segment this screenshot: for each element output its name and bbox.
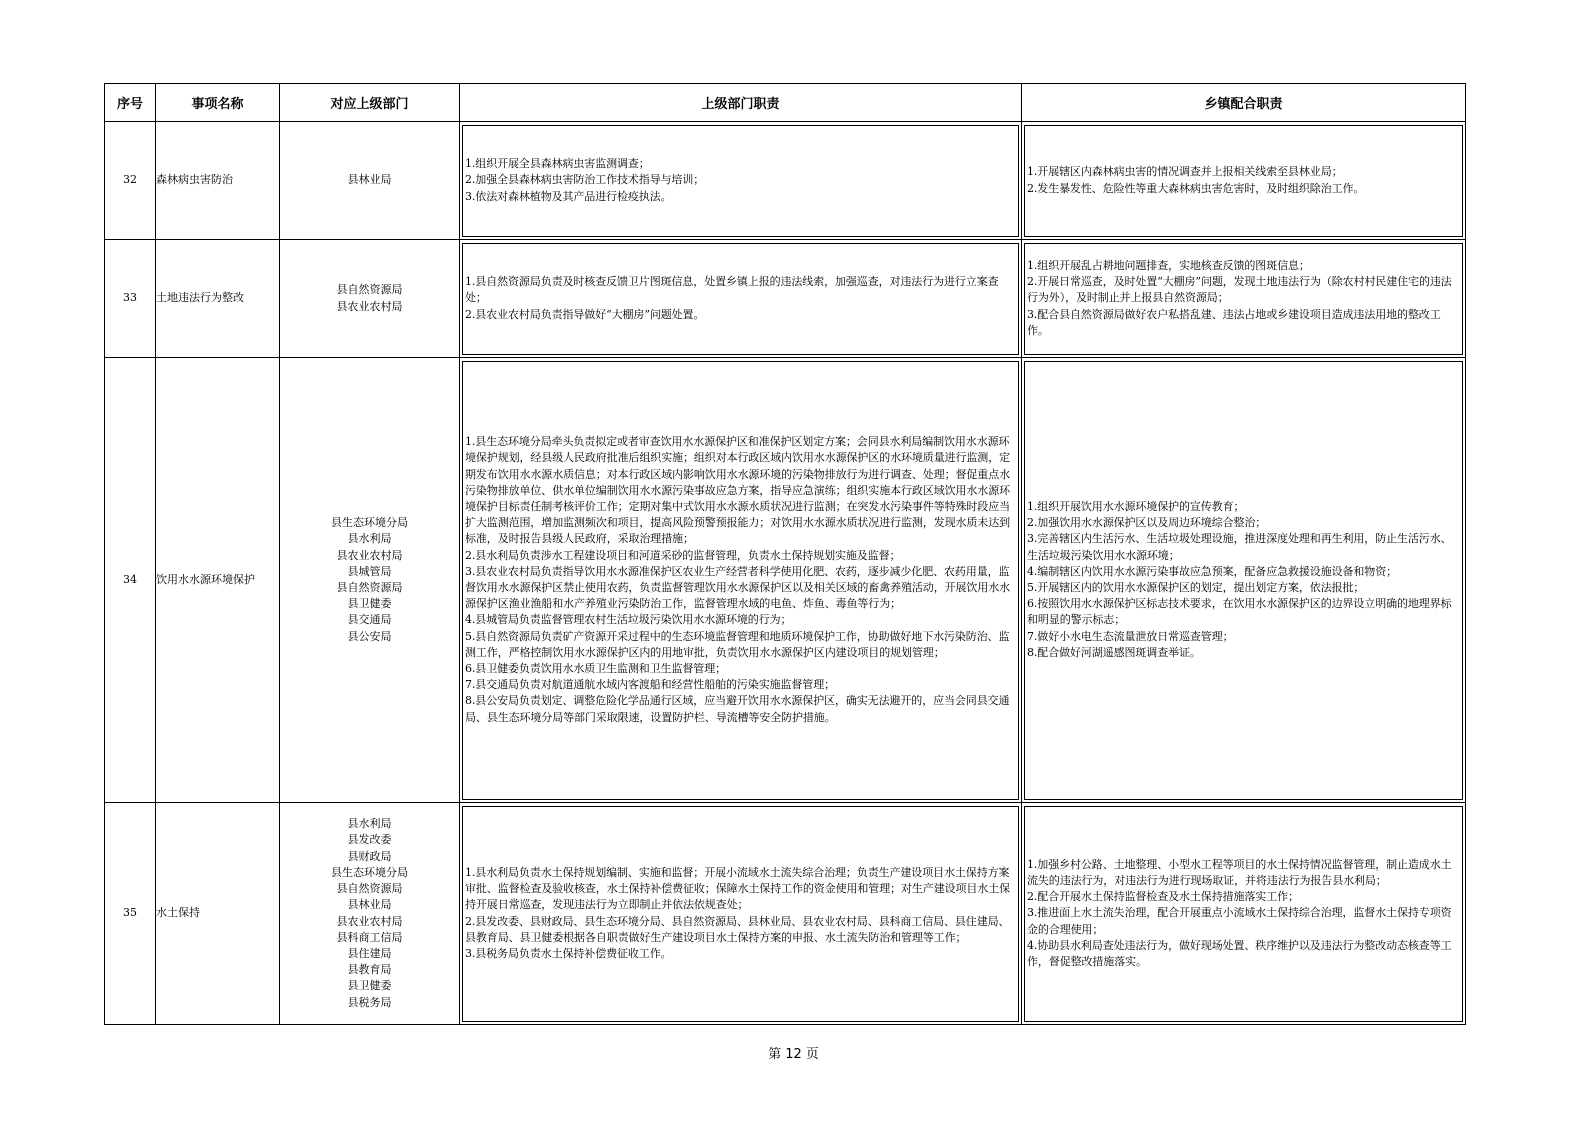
department-name: 县科商工信局 <box>336 930 403 944</box>
superior-duty-item: 5.县自然资源局负责矿产资源开采过程中的生态环境监督管理和地质环境保护工作，协助做好地下水污染防治、监测工作，严格控制饮用水水源保护区内的用地审批，负责饮用水水源保护区内建设项目的规划管理； <box>465 629 1010 659</box>
row-number: 35 <box>105 803 156 1025</box>
department-name: 县卫健委 <box>347 979 392 993</box>
department-list <box>280 240 460 358</box>
town-duty-item: 1.组织开展饮用水水源环境保护的宣传教育； <box>1027 499 1245 513</box>
town-duty-item: 2.开展日常巡查，及时处置“大棚房”问题，发现土地违法行为（除农村村民建住宅的违法行为外），及时制止并上报县自然资源局； <box>1027 275 1452 305</box>
superior-duties-cell <box>460 358 1022 803</box>
town-duties-cell <box>1022 358 1466 803</box>
department-name: 县财政局 <box>347 849 392 863</box>
department-name: 县生态环境分局 <box>331 516 408 530</box>
superior-duties-box <box>462 361 1019 800</box>
table-body <box>105 122 1466 1025</box>
superior-duty-item: 6.县卫健委负责饮用水水质卫生监测和卫生监督管理； <box>465 662 726 676</box>
department-list <box>280 803 460 1025</box>
header-item-name: 事项名称 <box>156 84 280 122</box>
row-number: 33 <box>105 240 156 358</box>
department-name: 县交通局 <box>347 613 392 627</box>
item-name: 土地违法行为整改 <box>156 240 280 358</box>
town-duties-box <box>1024 243 1463 355</box>
superior-duty-item: 8.县公安局负责划定、调整危险化学品通行区域，应当避开饮用水水源保护区，确实无法避开的，应当会同县交通局、县生态环境分局等部门采取限速，设置防护栏、导流槽等安全防护措施。 <box>465 694 1010 724</box>
department-name: 县卫健委 <box>347 597 392 611</box>
town-duties-box <box>1024 125 1463 237</box>
town-duty-item: 7.做好小水电生态流量泄放日常巡查管理； <box>1027 629 1234 643</box>
header-no: 序号 <box>105 84 156 122</box>
town-duties-box <box>1024 806 1463 1022</box>
department-name: 县自然资源局 <box>336 882 403 896</box>
table-header-row <box>105 84 1466 122</box>
department-name: 县教育局 <box>347 963 392 977</box>
superior-duty-item: 1.县生态环境分局牵头负责拟定或者审查饮用水水源保护区和准保护区划定方案；会同县水利局编制饮用水水源环境保护规划，经县级人民政府批准后组织实施；组织对本行政区域内饮用水水源保护区的水环境质量进行监测，定期发布饮用水水源水质信息；对本行政区域内影响饮用水水源环境的污染物排放行为进行调查、处理；督促重点水污染物排放单位、供水单位编制饮用水水源污染事故应急方案，指导应急演练；组织实施本行政区域饮用水水源环境保护目标责任制考核评价工作；定期对集中式饮用水水源水质状况进行监测；在突发水污染事件等特殊时段应当扩大监测范围，增加监测频次和项目，提高风险预警预报能力；对饮用水水源水质状况进行监测，发现水质未达到标准，及时报告县级人民政府，采取治理措施； <box>465 435 1010 546</box>
superior-duty-item: 1.县自然资源局负责及时核查反馈卫片图斑信息，处置乡镇上报的违法线索，加强巡查，对违法行为进行立案查处； <box>465 275 999 305</box>
page-number: 第 12 页 <box>768 1047 819 1062</box>
town-duties-cell <box>1022 240 1466 358</box>
superior-duty-item: 7.县交通局负责对航道通航水域内客渡船和经营性船舶的污染实施监督管理； <box>465 678 835 692</box>
department-name: 县住建局 <box>347 946 392 960</box>
department-name: 县自然资源局 <box>336 581 403 594</box>
department-name: 县生态环境分局 <box>331 865 408 879</box>
superior-duty-item: 3.依法对森林植物及其产品进行检疫执法。 <box>465 189 672 203</box>
town-duty-item: 3.完善辖区内生活污水、生活垃圾处理设施，推进深度处理和再生利用，防止生活污水、生活垃圾污染饮用水水源环境； <box>1027 532 1452 562</box>
table-row <box>105 240 1466 358</box>
department-list <box>280 358 460 803</box>
superior-duty-item: 1.组织开展全县森林病虫害监测调查； <box>465 157 650 171</box>
town-duties-cell <box>1022 803 1466 1025</box>
town-duty-item: 5.开展辖区内的饮用水水源保护区的划定，提出划定方案，依法报批； <box>1027 581 1365 594</box>
superior-duty-item: 4.县城管局负责监督管理农村生活垃圾污染饮用水水源环境的行为； <box>465 613 792 627</box>
superior-duty-item: 3.县税务局负责水土保持补偿费征收工作。 <box>465 946 672 960</box>
department-name: 县自然资源局 <box>336 283 403 297</box>
town-duty-item: 6.按照饮用水水源保护区标志技术要求，在饮用水水源保护区的边界设立明确的地理界标和明显的警示标志； <box>1027 597 1452 627</box>
table-row <box>105 122 1466 240</box>
item-name: 森林病虫害防治 <box>156 122 280 240</box>
town-duty-item: 4.协助县水利局查处违法行为，做好现场处置、秩序维护以及违法行为整改动态核查等工作，督促整改措施落实。 <box>1027 938 1452 968</box>
superior-duty-item: 1.县水利局负责水土保持规划编制、实施和监督；开展小流域水土流失综合治理；负责生产建设项目水土保持方案审批、监督检查及验收核查，水土保持补偿费征收；保障水土保持工作的资金使用和管理；对生产建设项目水土保持开展日常巡查，发现违法行为立即制止并依法依规查处； <box>465 865 1010 912</box>
town-duty-item: 1.开展辖区内森林病虫害的情况调查并上报相关线索至县林业局； <box>1027 165 1343 179</box>
department-name: 县林业局 <box>347 898 392 912</box>
department-name: 县税务局 <box>347 995 392 1009</box>
superior-duty-item: 2.县发改委、县财政局、县生态环境分局、县自然资源局、县林业局、县农业农村局、县科商工信局、县住建局、县教育局、县卫健委根据各自职责做好生产建设项目水土保持方案的申报、水土流失防治和管理等工作； <box>465 914 1010 944</box>
superior-duties-cell <box>460 122 1022 240</box>
department-name: 县城管局 <box>347 564 392 578</box>
town-duties-box <box>1024 361 1463 800</box>
item-name: 水土保持 <box>156 803 280 1025</box>
town-duty-item: 1.组织开展乱占耕地问题排查，实地核查反馈的图斑信息； <box>1027 258 1310 272</box>
responsibility-table <box>104 83 1466 1025</box>
department-name: 县发改委 <box>347 833 392 847</box>
department-name: 县农业农村局 <box>336 299 403 313</box>
town-duty-item: 2.发生暴发性、危险性等重大森林病虫害危害时，及时组织除治工作。 <box>1027 181 1365 195</box>
department-name: 县林业局 <box>347 173 392 187</box>
row-number: 32 <box>105 122 156 240</box>
table-row <box>105 803 1466 1025</box>
town-duty-item: 4.编制辖区内饮用水水源污染事故应急预案，配备应急救援设施设备和物资； <box>1027 564 1397 578</box>
department-name: 县水利局 <box>347 532 392 546</box>
town-duty-item: 3.配合县自然资源局做好农户私搭乱建、违法占地或乡建设项目造成违法用地的整改工作。 <box>1027 307 1441 337</box>
department-name: 县农业农村局 <box>336 914 403 928</box>
superior-duties-box <box>462 243 1019 355</box>
header-town-duties: 乡镇配合职责 <box>1022 84 1466 122</box>
superior-duty-item: 2.县农业农村局负责指导做好“大棚房”问题处置。 <box>465 307 705 321</box>
department-name: 县公安局 <box>347 629 392 643</box>
town-duty-item: 1.加强乡村公路、土地整理、小型水工程等项目的水土保持情况监督管理，制止造成水土流失的违法行为，对违法行为进行现场取证，并将违法行为报告县水利局； <box>1027 857 1452 887</box>
department-name: 县水利局 <box>347 817 392 831</box>
superior-duty-item: 2.加强全县森林病虫害防治工作技术指导与培训； <box>465 173 705 187</box>
department-name: 县农业农村局 <box>336 548 403 562</box>
town-duty-item: 2.配合开展水土保持监督检查及水土保持措施落实工作； <box>1027 890 1299 904</box>
item-name: 饮用水水源环境保护 <box>156 358 280 803</box>
row-number: 34 <box>105 358 156 803</box>
town-duty-item: 8.配合做好河湖遥感图斑调查举证。 <box>1027 645 1201 659</box>
town-duty-item: 3.推进面上水土流失治理，配合开展重点小流域水土保持综合治理，监督水土保持专项资金的合理使用； <box>1027 906 1452 936</box>
town-duties-cell <box>1022 122 1466 240</box>
header-department: 对应上级部门 <box>280 84 460 122</box>
superior-duties-cell <box>460 803 1022 1025</box>
superior-duties-box <box>462 806 1019 1022</box>
town-duty-item: 2.加强饮用水水源保护区以及周边环境综合整治； <box>1027 516 1267 530</box>
table-row <box>105 358 1466 803</box>
superior-duties-box <box>462 125 1019 237</box>
superior-duties-cell <box>460 240 1022 358</box>
header-superior-duties: 上级部门职责 <box>460 84 1022 122</box>
department-list <box>280 122 460 240</box>
superior-duty-item: 3.县农业农村局负责指导饮用水水源准保护区农业生产经营者科学使用化肥、农药，逐步减少化肥、农药用量，监督饮用水水源保护区禁止使用农药，负责监督管理饮用水水源保护区以及相关区域的畜禽养殖活动，开展饮用水水源保护区渔业渔船和水产养殖业污染防治工作，监督管理水域的电鱼、炸鱼、毒鱼等行为； <box>465 564 1010 611</box>
superior-duty-item: 2.县水利局负责涉水工程建设项目和河道采砂的监督管理，负责水土保持规划实施及监督； <box>465 548 901 562</box>
